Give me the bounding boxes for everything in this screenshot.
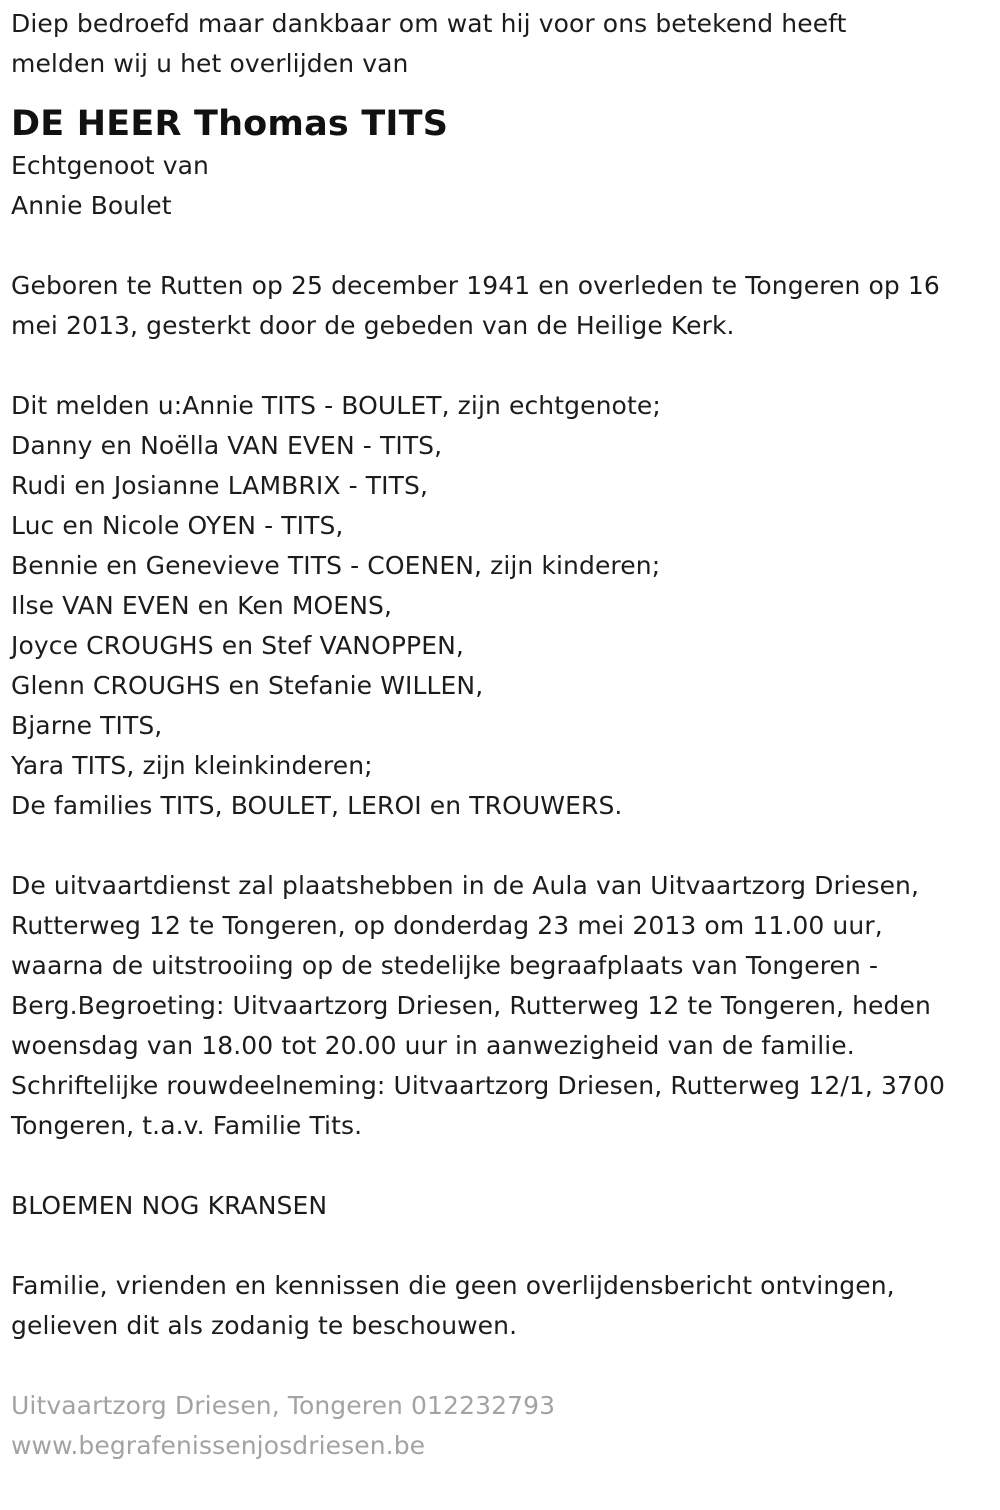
service-line: Berg.Begroeting: Uitvaartzorg Driesen, Rutterweg 12 te Tongeren, heden — [11, 991, 931, 1020]
family-line: Joyce CROUGHS en Stef VANOPPEN, — [11, 631, 464, 660]
birth-death-paragraph — [11, 266, 996, 346]
spouse-block — [11, 146, 996, 226]
birth-death-line: Geboren te Rutten op 25 december 1941 en overleden te Tongeren op 16 — [11, 271, 940, 300]
footer — [11, 1386, 996, 1466]
family-line: Glenn CROUGHS en Stefanie WILLEN, — [11, 671, 484, 700]
spacer — [11, 826, 996, 866]
closing-line: gelieven dit als zodanig te beschouwen. — [11, 1311, 518, 1340]
obituary-notice — [11, 4, 996, 1466]
service-line: Schriftelijke rouwdeelneming: Uitvaartzorg Driesen, Rutterweg 12/1, 3700 — [11, 1071, 945, 1100]
family-line: De families TITS, BOULET, LEROI en TROUWERS. — [11, 791, 623, 820]
service-line: waarna de uitstrooiing op de stedelijke begraafplaats van Tongeren - — [11, 951, 879, 980]
family-line: Bennie en Genevieve TITS - COENEN, zijn kinderen; — [11, 551, 661, 580]
spacer — [11, 346, 996, 386]
family-line: Yara TITS, zijn kleinkinderen; — [11, 751, 373, 780]
footer-website: www.begrafenissenjosdriesen.be — [11, 1431, 426, 1460]
spacer — [11, 1226, 996, 1266]
family-line: Dit melden u:Annie TITS - BOULET, zijn echtgenote; — [11, 391, 661, 420]
intro-line: melden wij u het overlijden van — [11, 49, 409, 78]
family-line: Bjarne TITS, — [11, 711, 163, 740]
family-line: Luc en Nicole OYEN - TITS, — [11, 511, 344, 540]
deceased-name: DE HEER Thomas TITS — [11, 104, 449, 144]
spacer — [11, 84, 996, 102]
birth-death-line: mei 2013, gesterkt door de gebeden van de Heilige Kerk. — [11, 311, 735, 340]
intro-paragraph — [11, 4, 996, 84]
flowers-notice: BLOEMEN NOG KRANSEN — [11, 1191, 328, 1220]
service-line: Rutterweg 12 te Tongeren, op donderdag 23 mei 2013 om 11.00 uur, — [11, 911, 883, 940]
spacer — [11, 1346, 996, 1386]
family-line: Danny en Noëlla VAN EVEN - TITS, — [11, 431, 443, 460]
service-line: De uitvaartdienst zal plaatshebben in de Aula van Uitvaartzorg Driesen, — [11, 871, 920, 900]
service-paragraph — [11, 866, 996, 1146]
service-line: Tongeren, t.a.v. Familie Tits. — [11, 1111, 363, 1140]
spacer — [11, 226, 996, 266]
closing-line: Familie, vrienden en kennissen die geen overlijdensbericht ontvingen, — [11, 1271, 895, 1300]
closing-paragraph — [11, 1266, 996, 1346]
spouse-line: Annie Boulet — [11, 191, 172, 220]
family-line: Rudi en Josianne LAMBRIX - TITS, — [11, 471, 429, 500]
service-line: woensdag van 18.00 tot 20.00 uur in aanwezigheid van de familie. — [11, 1031, 855, 1060]
spacer — [11, 1146, 996, 1186]
family-list — [11, 386, 996, 826]
spouse-line: Echtgenoot van — [11, 151, 209, 180]
intro-line: Diep bedroefd maar dankbaar om wat hij voor ons betekend heeft — [11, 9, 847, 38]
family-line: Ilse VAN EVEN en Ken MOENS, — [11, 591, 393, 620]
footer-company: Uitvaartzorg Driesen, Tongeren 012232793 — [11, 1391, 556, 1420]
